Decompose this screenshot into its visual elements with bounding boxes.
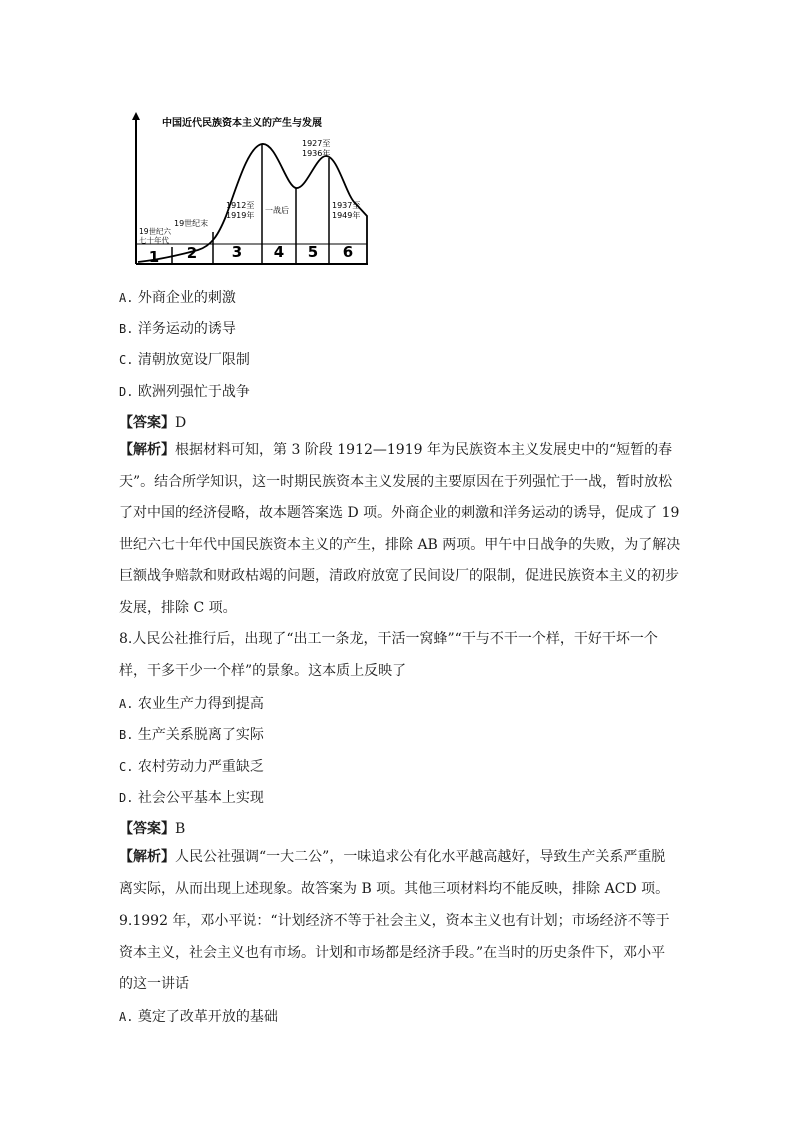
stem-line: 8.人民公社推行后，出现了“出工一条龙，干活一窝蜂”“干与不干一个样，干好干坏一个 xyxy=(119,631,658,647)
period-label-1a: 19世纪六 xyxy=(139,227,172,236)
option-key: C. xyxy=(119,760,134,774)
stage-number-4: 4 xyxy=(273,243,285,261)
analysis-line: 了对中国的经济侵略，故本题答案选 D 项。外商企业的刺激和洋务运动的诱导，促成了 19 xyxy=(119,505,680,521)
analysis-line: 巨额战争赔款和财政枯竭的问题，清政府放宽了民间设厂的限制，促进民族资本主义的初步 xyxy=(119,568,679,584)
stage-number-5: 5 xyxy=(307,243,319,261)
option-key: C. xyxy=(119,353,134,367)
stage-number-1: 1 xyxy=(148,248,160,266)
analysis-line: 离实际，从而出现上述现象。故答案为 B 项。其他三项材料均不能反映，排除 ACD 项。 xyxy=(119,880,670,897)
option-key: D. xyxy=(119,791,134,805)
period-label-6b: 1949年 xyxy=(332,211,361,220)
answer-label: 【答案】 xyxy=(119,821,175,837)
analysis-line: 发展，排除 C 项。 xyxy=(119,599,237,616)
stage-number-6: 6 xyxy=(342,243,354,261)
option-key: B. xyxy=(119,322,134,336)
stem-line: 资本主义，社会主义也有市场。计划和市场都是经济手段。”在当时的历史条件下，邓小平 xyxy=(119,944,666,961)
q8-option-a xyxy=(119,694,679,714)
q7-option-b xyxy=(119,319,679,339)
analysis-line: 【解析】根据材料可知，第 3 阶段 1912—1919 年为民族资本主义发展史中的“短暂的春 xyxy=(119,442,673,458)
option-key: B. xyxy=(119,728,134,742)
analysis-line: 【解析】人民公社强调“一大二公”，一味追求公有化水平越高越好，导致生产关系严重脱 xyxy=(119,849,666,865)
option-key: A. xyxy=(119,697,134,711)
q8-option-d xyxy=(119,788,679,808)
q7-option-d xyxy=(119,382,679,402)
q9-option-a xyxy=(119,1007,679,1027)
period-label-3a: 1912至 xyxy=(226,201,255,210)
period-label-2: 19世纪末 xyxy=(174,219,209,228)
period-label-5a: 1927至 xyxy=(302,139,331,148)
q9-stem xyxy=(119,906,679,1001)
answer-value: D xyxy=(175,415,187,431)
answer-label: 【答案】 xyxy=(119,415,175,431)
period-label-6a: 1937至 xyxy=(332,201,361,210)
period-label-5b: 1936年 xyxy=(302,149,331,158)
answer-value: B xyxy=(175,821,186,837)
q8-answer xyxy=(119,819,679,839)
option-key: D. xyxy=(119,385,134,399)
period-label-4: 一战后 xyxy=(265,206,289,215)
stem-line: 样，干多干少一个样”的景象。这本质上反映了 xyxy=(119,662,407,679)
stage-number-2: 2 xyxy=(186,244,198,262)
option-text: 农村劳动力严重缺乏 xyxy=(137,759,264,775)
analysis-line: 世纪六七十年代中国民族资本主义的产生，排除 AB 两项。甲午中日战争的失败，为了解决 xyxy=(119,536,681,553)
stem-line: 的这一讲话 xyxy=(119,976,189,992)
q8-stem xyxy=(119,624,679,687)
option-text: 农业生产力得到提高 xyxy=(137,696,264,712)
option-key: A. xyxy=(119,1010,134,1024)
option-text: 社会公平基本上实现 xyxy=(137,790,264,806)
q7-option-a xyxy=(119,288,679,308)
analysis-label: 【解析】 xyxy=(119,442,175,458)
period-label-1b: 七十年代 xyxy=(139,236,169,245)
period-label-3b: 1919年 xyxy=(226,211,255,220)
development-chart-figure xyxy=(126,104,376,274)
stem-line: 9.1992 年，邓小平说：“计划经济不等于社会主义，资本主义也有计划；市场经济不等于 xyxy=(119,913,670,929)
option-text: 生产关系脱离了实际 xyxy=(137,727,264,743)
q8-analysis xyxy=(119,842,679,905)
option-text: 外商企业的刺激 xyxy=(137,290,236,306)
q8-option-c xyxy=(119,757,679,777)
analysis-line: 天”。结合所学知识，这一时期民族资本主义发展的主要原因在于列强忙于一战，暂时放松 xyxy=(119,473,673,490)
development-chart xyxy=(126,104,376,274)
option-text: 清朝放宽设厂限制 xyxy=(137,352,250,368)
option-key: A. xyxy=(119,291,134,305)
option-text: 欧洲列强忙于战争 xyxy=(137,384,250,400)
chart-title: 中国近代民族资本主义的产生与发展 xyxy=(162,118,322,129)
stage-number-3: 3 xyxy=(231,243,243,261)
q7-option-c xyxy=(119,350,679,370)
q7-analysis xyxy=(119,435,679,624)
option-text: 洋务运动的诱导 xyxy=(137,321,236,337)
analysis-label: 【解析】 xyxy=(119,849,175,865)
q7-answer xyxy=(119,413,679,433)
q8-option-b xyxy=(119,725,679,745)
option-text: 奠定了改革开放的基础 xyxy=(137,1009,278,1025)
y-axis-arrow xyxy=(132,112,140,120)
